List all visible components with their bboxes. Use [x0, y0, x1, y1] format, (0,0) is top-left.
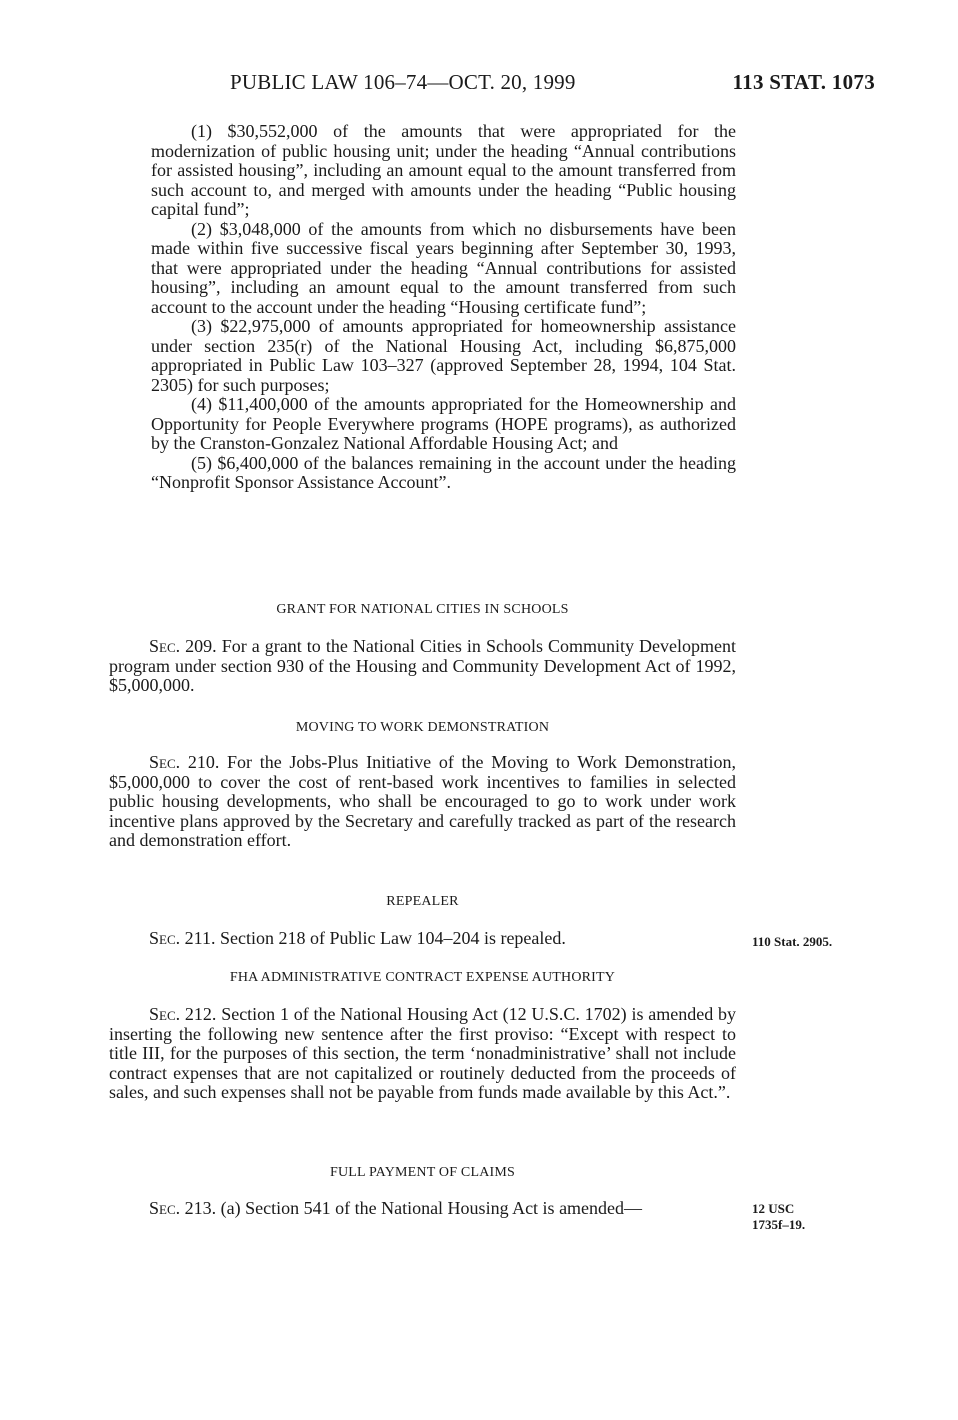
- section-paragraph: [109, 929, 736, 949]
- stat-page-number: 113 STAT. 1073: [732, 70, 875, 94]
- section-paragraph: [109, 637, 736, 696]
- section-label: Sec. 213.: [149, 1198, 217, 1218]
- section-label: Sec. 210.: [149, 752, 220, 772]
- section-text: For the Jobs-Plus Initiative of the Moving to Work Demonstration, $5,000,000 to cover the cost of rent-based work incentives to families in selected public housing developments, who shall be encouraged to go to work under work incentive plans approved by the Secretary and carefully tracked as part of the research and demonstration effort.: [109, 752, 736, 850]
- section-213: [109, 1199, 736, 1219]
- section-210: [109, 753, 736, 851]
- section-212: [109, 1005, 736, 1103]
- running-title: PUBLIC LAW 106–74—OCT. 20, 1999: [230, 70, 576, 94]
- running-head: [230, 70, 875, 100]
- section-heading-213: FULL PAYMENT OF CLAIMS: [329, 1165, 516, 1180]
- section-heading-211: REPEALER: [386, 894, 459, 909]
- section-text: Section 218 of Public Law 104–204 is repealed.: [215, 928, 566, 948]
- list-item: (1) $30,552,000 of the amounts that were appropriated for the modernization of public housing unit; under the heading “Annual contributions for assisted housing”, including an amount equal to the amount transferred from such account to, and merged with amounts under the heading “Public housing capital fund”;: [151, 121, 736, 219]
- list-item: (3) $22,975,000 of amounts appropriated for homeownership assistance under section 235(r) of the National Housing Act, including $6,875,000 appropriated in Public Law 103–327 (approved September 28, 1994, 104 Stat. 2305) for such purposes;: [151, 316, 736, 395]
- section-heading-212: FHA ADMINISTRATIVE CONTRACT EXPENSE AUTHORITY: [229, 970, 616, 985]
- margin-note-usc-line1: 12 USC: [752, 1201, 795, 1216]
- section-paragraph: [109, 1199, 736, 1219]
- appropriations-list: [151, 122, 736, 493]
- section-label: Sec. 211.: [149, 928, 216, 948]
- section-heading-210: MOVING TO WORK DEMONSTRATION: [295, 720, 550, 735]
- section-paragraph: [109, 753, 736, 851]
- section-211: [109, 929, 736, 949]
- section-209: [109, 637, 736, 696]
- section-heading-209: GRANT FOR NATIONAL CITIES IN SCHOOLS: [276, 602, 569, 617]
- section-label: Sec. 212.: [149, 1004, 217, 1024]
- margin-note-stat: 110 Stat. 2905.: [752, 934, 833, 949]
- section-text: For a grant to the National Cities in Schools Community Development program under section 930 of the Housing and Community Development Act of 1992, $5,000,000.: [109, 636, 736, 695]
- section-text: Section 1 of the National Housing Act (12 U.S.C. 1702) is amended by inserting the following new sentence after the first proviso: “Except with respect to title III, for the purposes of this section, the term ‘nonadministrative’ shall not include contract expenses that are not capitalized or routinely deducted from the proceeds of sales, and such expenses shall not be payable from funds made available by this Act.”.: [109, 1004, 736, 1102]
- list-item: (4) $11,400,000 of the amounts appropriated for the Homeownership and Opportunity for People Everywhere programs (HOPE programs), as authorized by the Cranston-Gonzalez National Affordable Housing Act; and: [151, 394, 736, 453]
- section-text: (a) Section 541 of the National Housing Act is amended—: [216, 1198, 643, 1218]
- margin-note-usc-line2: 1735f–19.: [752, 1217, 806, 1232]
- section-label: Sec. 209.: [149, 636, 217, 656]
- section-paragraph: [109, 1005, 736, 1103]
- list-item: (2) $3,048,000 of the amounts from which no disbursements have been made within five successive fiscal years beginning after September 30, 1993, that were appropriated under the heading “Annual contributions for assisted housing”, including an amount equal to the amount transferred from such account to the account under the heading “Housing certificate fund”;: [151, 218, 736, 317]
- margin-note-usc: [752, 1201, 862, 1233]
- list-item: (5) $6,400,000 of the balances remaining in the account under the heading “Nonprofit Sponsor Assistance Account”.: [151, 452, 736, 492]
